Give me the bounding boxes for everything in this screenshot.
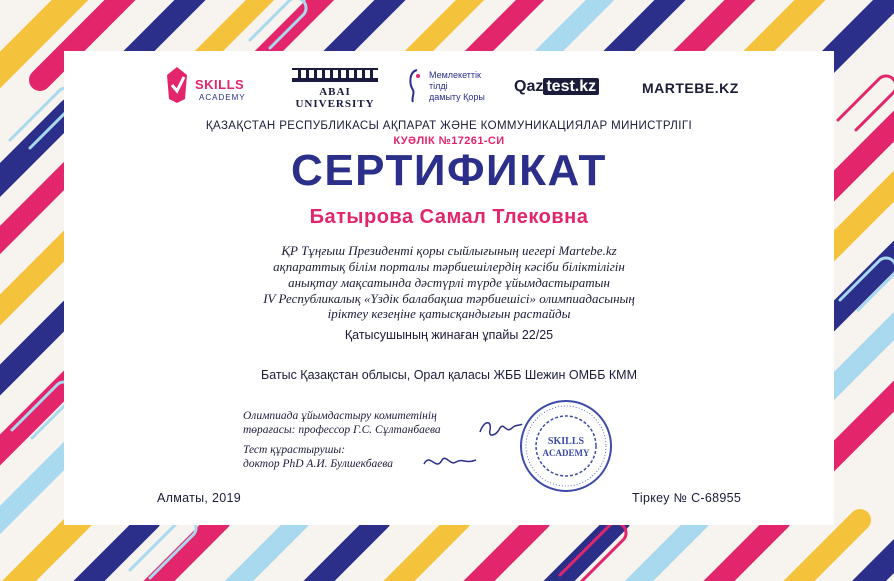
memlekettik-line3: дамыту Қоры	[429, 92, 485, 102]
test-author-name: доктор PhD А.И. Булшекбаева	[243, 458, 394, 470]
stamp-line2: ACADEMY	[542, 448, 590, 458]
city-year: Алматы, 2019	[157, 491, 241, 505]
committee-signature	[476, 416, 524, 442]
skills-logo-text: SKILLS	[195, 77, 245, 92]
memlekettik-line1: Мемлекеттік	[429, 70, 481, 80]
committee-chair: төрағасы: профессор Г.С. Сұлтанбаева	[243, 424, 441, 436]
skills-academy-logo	[163, 63, 263, 111]
abai-university-text: ABAI UNIVERSITY	[295, 86, 375, 110]
description-line: іріктеу кезеңіне қатысқандығын растайды	[327, 306, 571, 321]
description-line: анықтау мақсатында дәстүрлі түрде ұйымдастыратын	[288, 275, 610, 290]
test-author-signature	[420, 450, 480, 474]
registration-number: Тіркеу № С-68955	[632, 491, 742, 505]
qaztest-part2: test.kz	[543, 78, 599, 95]
academy-logo-text: ACADEMY	[199, 93, 246, 102]
committee-title: Олимпиада ұйымдастыру комитетінің	[243, 410, 437, 422]
score-line: Қатысушының жинаған ұпайы 22/25	[344, 328, 554, 342]
abai-university-logo	[290, 68, 380, 108]
recipient-name: Батырова Самал Тлековна	[309, 206, 589, 228]
description-line: ақпараттық білім порталы тәрбиешілердің кәсіби біліктілігін	[273, 259, 625, 274]
organization-line: Батыс Қазақстан облысы, Орал қаласы ЖББ Шежин ОМББ КММ	[260, 368, 638, 382]
certificate-title: СЕРТИФИКАТ	[291, 146, 607, 195]
memlekettik-til-logo	[405, 66, 505, 106]
stamp-line1: SKILLS	[547, 436, 585, 447]
description-line: ҚР Тұңғыш Президенті қоры сыйлығының иегері Martebe.kz	[281, 243, 617, 258]
skills-academy-stamp	[518, 398, 614, 494]
qaztest-logo	[514, 78, 599, 96]
skills-academy-emblem-icon	[163, 65, 191, 105]
memlekettik-line2: тілді	[429, 81, 448, 91]
qaztest-part1: Qaz	[514, 78, 544, 95]
test-author-title: Тест құрастырушы:	[243, 444, 346, 456]
description-line: IV Республикалық «Үздік балабақша тәрбиешісі» олимпиадасының	[263, 291, 635, 306]
profile-silhouette-icon	[405, 68, 425, 104]
martebe-logo: MARTEBE.KZ	[642, 80, 739, 96]
ministry-heading: ҚАЗАҚСТАН РЕСПУБЛИКАСЫ АҚПАРАТ ЖӘНЕ КОММУНИКАЦИЯЛАР МИНИСТРЛІГІ	[205, 120, 693, 132]
license-number: КУӘЛІК №17261-СИ	[393, 135, 505, 147]
abai-building-icon	[290, 68, 380, 84]
